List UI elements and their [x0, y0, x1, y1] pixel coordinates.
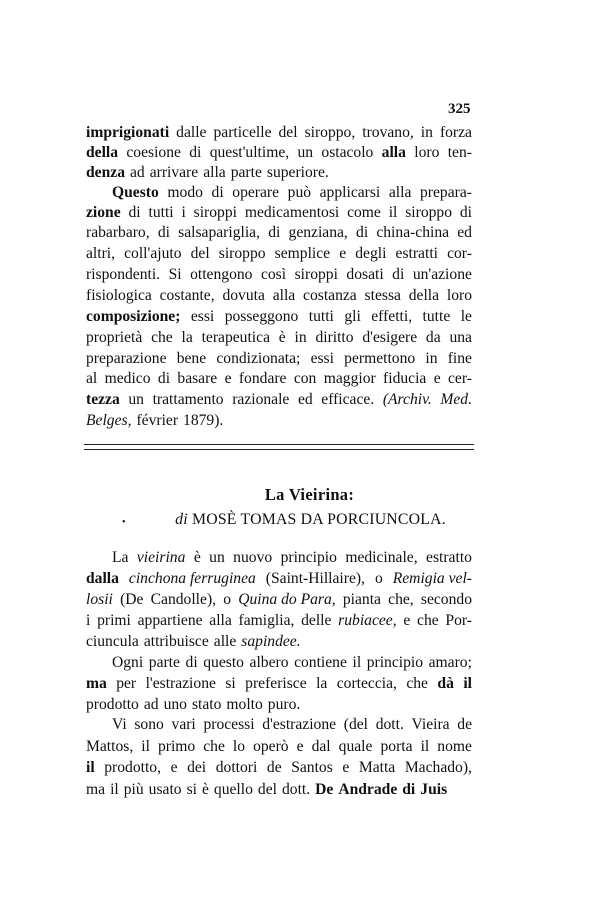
- word: dott.: [281, 781, 311, 798]
- word: il: [352, 654, 362, 671]
- word: di: [157, 224, 170, 241]
- word: cer-: [447, 370, 472, 387]
- text-line: [86, 205, 472, 221]
- article-title: La Vieirina:: [264, 485, 355, 504]
- word: rispondenti.: [86, 266, 161, 283]
- word: e: [339, 245, 347, 262]
- word: Juis: [420, 781, 448, 798]
- word: di: [356, 224, 369, 241]
- word: (Archiv.: [382, 391, 432, 408]
- word: prodotto: [86, 696, 139, 713]
- word: zione: [86, 204, 121, 221]
- word: février: [136, 412, 179, 429]
- word: La: [112, 549, 129, 566]
- text-line: [86, 739, 472, 755]
- word: Andrade: [338, 781, 398, 798]
- word: Candolle),: [150, 591, 217, 608]
- word: sapindee.: [241, 633, 301, 650]
- word: Ogni: [112, 654, 144, 671]
- word: di: [211, 184, 224, 201]
- word: quello: [213, 781, 253, 798]
- word: che: [203, 738, 225, 755]
- word: che,: [388, 591, 414, 608]
- word: 1879).: [183, 412, 224, 429]
- word: superiore.: [266, 164, 329, 181]
- word: Vieira: [411, 716, 450, 733]
- word: di: [268, 224, 281, 241]
- word: ed: [297, 391, 313, 408]
- word: imprigionati: [86, 124, 170, 141]
- word: alla: [272, 287, 296, 304]
- word: e: [296, 738, 304, 755]
- word: prodotto,: [104, 759, 161, 776]
- word: pianta: [342, 591, 381, 608]
- word: medicamentosi: [244, 204, 340, 221]
- word: del: [278, 124, 298, 141]
- word: costanza: [303, 287, 357, 304]
- word: siroppi: [294, 266, 338, 283]
- word: tezza: [86, 391, 120, 408]
- word: nuovo: [233, 549, 273, 566]
- text-line: [86, 782, 472, 798]
- word: uno: [163, 696, 187, 713]
- word: fisiologica: [86, 287, 152, 304]
- word: stato: [191, 696, 222, 713]
- word: dà: [437, 675, 454, 692]
- word: effetti,: [371, 308, 413, 325]
- word: (De: [120, 591, 144, 608]
- word: un'azione: [412, 266, 472, 283]
- text-line: [86, 145, 472, 161]
- word: processi: [203, 716, 255, 733]
- word: semplice: [274, 245, 331, 262]
- word: preferisce: [245, 675, 307, 692]
- word: si: [186, 781, 197, 798]
- word: in: [420, 124, 433, 141]
- word: con: [293, 370, 317, 387]
- word: di: [157, 370, 171, 387]
- word: nome: [437, 738, 472, 755]
- word: e: [170, 759, 178, 776]
- word: ad: [143, 696, 159, 713]
- word: del: [190, 245, 210, 262]
- word: per: [116, 675, 137, 692]
- word: un: [209, 549, 225, 566]
- text-line: [86, 571, 472, 587]
- word: fondare: [238, 370, 287, 387]
- word: e: [342, 759, 350, 776]
- word: che: [417, 612, 439, 629]
- word: può: [287, 184, 312, 201]
- text-line: [86, 330, 472, 346]
- word: tutti: [148, 204, 174, 221]
- section-divider-bottom: [84, 449, 474, 450]
- text-line: [86, 592, 472, 608]
- word: da: [425, 329, 441, 346]
- word: estratti: [395, 245, 438, 262]
- word: gli: [344, 308, 361, 325]
- text-line: [86, 676, 472, 692]
- word: porta: [380, 738, 413, 755]
- word: salsapariglia,: [178, 224, 260, 241]
- word: o: [223, 591, 232, 608]
- author-prefix: di: [175, 511, 188, 528]
- text-line: [112, 655, 472, 671]
- word: tutte: [422, 308, 451, 325]
- word: efficace.: [321, 391, 375, 408]
- word: estratto: [426, 549, 472, 566]
- word: il: [420, 738, 430, 755]
- author-name: MOSÈ TOMAS DA PORCIUNCOLA.: [191, 511, 446, 528]
- word: Remigia vel-: [392, 570, 472, 587]
- word: della: [408, 287, 440, 304]
- word: primo: [157, 738, 196, 755]
- word: cor-: [447, 245, 472, 262]
- word: losii: [86, 591, 113, 608]
- word: questo: [203, 654, 244, 671]
- word: dalla: [86, 570, 119, 587]
- word: o: [374, 570, 383, 587]
- word: dott.: [375, 716, 404, 733]
- word: fiducia: [383, 370, 427, 387]
- word: usato: [148, 781, 182, 798]
- text-line: [86, 613, 472, 629]
- word: secondo: [420, 591, 472, 608]
- word: Med.: [440, 391, 472, 408]
- word: parte: [148, 654, 180, 671]
- word: d'esigere: [362, 329, 418, 346]
- word: rabarbaro,: [86, 224, 150, 241]
- word: che: [406, 675, 428, 692]
- text-line: [86, 351, 472, 367]
- word: di: [189, 144, 202, 161]
- word: medico: [104, 370, 151, 387]
- word: il: [86, 759, 95, 776]
- word: così: [260, 266, 287, 283]
- word: razionale: [232, 391, 290, 408]
- word: basare: [177, 370, 218, 387]
- word: siroppo: [405, 204, 452, 221]
- text-line: [86, 125, 472, 141]
- word: alle: [213, 633, 237, 650]
- word: e: [224, 370, 232, 387]
- word: alla: [209, 612, 232, 629]
- word: (del: [343, 716, 368, 733]
- word: particelle: [213, 124, 272, 141]
- word: famiglia,: [238, 612, 295, 629]
- word: operare: [232, 184, 280, 201]
- word: di: [392, 266, 405, 283]
- word: trattamento: [152, 391, 224, 408]
- word: Matta: [358, 759, 396, 776]
- word: terapeutica: [201, 329, 270, 346]
- word: alla: [203, 164, 226, 181]
- word: contiene: [294, 654, 347, 671]
- word: proprietà: [86, 329, 143, 346]
- word: ten-: [447, 144, 472, 161]
- word: siroppo: [218, 245, 266, 262]
- word: dovuta: [222, 287, 265, 304]
- word: un: [128, 391, 144, 408]
- word: ottengono: [190, 266, 253, 283]
- word: parte: [230, 164, 262, 181]
- word: diritto: [315, 329, 354, 346]
- word: molto: [226, 696, 263, 713]
- word: Si: [168, 266, 182, 283]
- word: di: [402, 781, 416, 798]
- word: quest'ultime,: [209, 144, 290, 161]
- word: di: [459, 204, 472, 221]
- word: denza: [86, 164, 125, 181]
- word: Questo: [112, 184, 159, 201]
- word: di: [128, 204, 141, 221]
- text-line: [86, 225, 472, 241]
- word: composizione;: [86, 308, 181, 325]
- word: costante,: [159, 287, 215, 304]
- section-divider-top: [84, 444, 474, 445]
- word: fine: [447, 350, 472, 367]
- word: Por-: [445, 612, 472, 629]
- word: come: [347, 204, 381, 221]
- word: (Saint-Hillaire),: [265, 570, 365, 587]
- word: ciuncula: [86, 633, 139, 650]
- text-line: [112, 550, 472, 566]
- word: attribuisce: [143, 633, 209, 650]
- word: rubiacee,: [338, 612, 397, 629]
- text-line: [112, 717, 472, 733]
- word: dosati: [346, 266, 384, 283]
- word: appartiene: [137, 612, 203, 629]
- word: al: [86, 370, 98, 387]
- word: i: [181, 204, 186, 221]
- word: puro.: [267, 696, 301, 713]
- word: lo: [232, 738, 246, 755]
- word: principio: [366, 654, 424, 671]
- word: il: [141, 738, 150, 755]
- text-line: [86, 309, 472, 325]
- word: ostacolo: [321, 144, 374, 161]
- word: il: [463, 675, 472, 692]
- word: un: [297, 144, 314, 161]
- word: modo: [167, 184, 203, 201]
- word: genziana,: [288, 224, 348, 241]
- word: vieirina: [136, 549, 186, 566]
- word: la: [181, 329, 193, 346]
- word: applicarsi: [319, 184, 381, 201]
- word: è: [193, 549, 201, 566]
- word: d'estrazione: [262, 716, 337, 733]
- page-number: 325: [448, 101, 471, 117]
- word: cinchona ferruginea: [128, 570, 256, 587]
- word: primi: [97, 612, 131, 629]
- word: permettono: [344, 350, 416, 367]
- word: e: [433, 370, 441, 387]
- word: De: [315, 781, 334, 798]
- word: preparazione: [86, 350, 167, 367]
- word: albero: [249, 654, 289, 671]
- word: dottori: [215, 759, 258, 776]
- text-line: [112, 185, 472, 201]
- word: Santos: [291, 759, 333, 776]
- word: trovano,: [362, 124, 414, 141]
- word: degli: [355, 245, 387, 262]
- word: operò: [253, 738, 289, 755]
- word: della: [86, 144, 119, 161]
- word: Vi: [112, 716, 127, 733]
- word: prepara-: [420, 184, 472, 201]
- word: più: [123, 781, 144, 798]
- text-line: [86, 165, 472, 181]
- word: de: [266, 759, 282, 776]
- word: il: [110, 781, 119, 798]
- article-author-line: [0, 511, 609, 529]
- word: posseggono: [224, 308, 299, 325]
- word: che: [151, 329, 173, 346]
- word: è: [202, 781, 209, 798]
- word: quale: [338, 738, 373, 755]
- word: loro: [414, 144, 440, 161]
- word: coll'ajuto: [124, 245, 182, 262]
- text-line: [86, 413, 472, 429]
- text-line: [86, 634, 472, 650]
- text-line: [86, 288, 472, 304]
- word: i: [86, 612, 91, 629]
- word: il: [388, 204, 398, 221]
- text-line: [86, 246, 472, 262]
- word: vari: [171, 716, 196, 733]
- word: siroppi: [193, 204, 237, 221]
- word: coesione: [126, 144, 181, 161]
- word: ed: [457, 224, 472, 241]
- word: dei: [187, 759, 207, 776]
- word: forza: [439, 124, 472, 141]
- word: amaro;: [428, 654, 472, 671]
- word: condizionata;: [216, 350, 301, 367]
- word: maggior: [323, 370, 376, 387]
- word: essi: [310, 350, 334, 367]
- text-line: [86, 760, 472, 776]
- word: Mattos,: [86, 738, 134, 755]
- word: bene: [176, 350, 207, 367]
- word: altri,: [86, 245, 116, 262]
- bullet-mark: •: [122, 517, 126, 528]
- text-line: [86, 697, 472, 713]
- word: medicinale,: [345, 549, 418, 566]
- word: ma: [86, 675, 107, 692]
- word: in: [425, 350, 438, 367]
- word: ma: [86, 781, 106, 798]
- text-line: [86, 371, 472, 387]
- word: alla: [388, 184, 412, 201]
- word: sono: [134, 716, 164, 733]
- word: ad: [129, 164, 145, 181]
- word: siroppo,: [304, 124, 356, 141]
- word: principio: [280, 549, 337, 566]
- word: e: [403, 612, 411, 629]
- word: è: [278, 329, 286, 346]
- word: essi: [190, 308, 215, 325]
- word: china-china: [376, 224, 450, 241]
- word: delle: [301, 612, 332, 629]
- word: la: [316, 675, 328, 692]
- text-line: [86, 267, 472, 283]
- word: tutti: [308, 308, 334, 325]
- word: stessa: [364, 287, 401, 304]
- word: dalle: [176, 124, 207, 141]
- word: Quina do Para,: [238, 591, 336, 608]
- word: corteccia,: [336, 675, 397, 692]
- word: una: [449, 329, 472, 346]
- word: del: [257, 781, 277, 798]
- word: de: [457, 716, 472, 733]
- word: Belges,: [86, 412, 132, 429]
- text-line: [86, 392, 472, 408]
- word: alla: [381, 144, 406, 161]
- word: Machado),: [404, 759, 472, 776]
- word: l'estrazione: [145, 675, 216, 692]
- word: si: [225, 675, 236, 692]
- word: le: [460, 308, 472, 325]
- word: arrivare: [149, 164, 199, 181]
- word: in: [294, 329, 307, 346]
- word: di: [185, 654, 198, 671]
- word: loro: [446, 287, 472, 304]
- word: dal: [311, 738, 331, 755]
